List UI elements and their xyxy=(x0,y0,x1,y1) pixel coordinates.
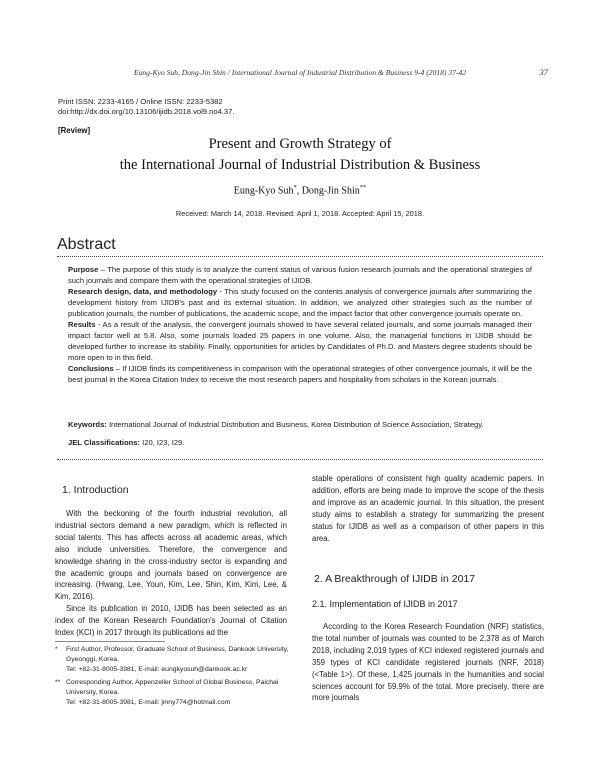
received-dates: Received: March 14, 2018. Revised: April 1, 2018. Accepted: April 15, 2018. xyxy=(175,209,425,218)
footnote-2-line-1: Corresponding Author, Appenzeller School of Global Business, Paichai University, Korea. xyxy=(66,679,279,696)
keywords-label: Keywords: xyxy=(68,420,107,429)
design-label: Research design, data, and methodology xyxy=(68,287,218,296)
footnote-2-mark: ** xyxy=(55,679,61,686)
running-head: Eung-Kyo Suh, Dong-Jin Shin / International Journal of Industrial Distribution & Business 9-4 (2018) 37-42 xyxy=(133,68,467,77)
author-1-mark: * xyxy=(293,184,297,191)
author-2: Dong-Jin Shin xyxy=(301,185,360,197)
abstract-purpose xyxy=(68,264,532,286)
authors xyxy=(0,184,600,196)
section-heading-breakthrough: 2. A Breakthrough of IJIDB in 2017 xyxy=(314,573,476,585)
article-type: [Review] xyxy=(58,126,91,135)
page-number: 37 xyxy=(539,67,548,77)
footnote-first-author xyxy=(55,645,295,675)
paragraph-continuation: stable operations of consistent high quality academic papers. In addition, efforts are being made to improve the scope of the thesis and improve as an academic journal. In this situation, the present study aims to establish a strategy for summarizing the present status for IJIDB as well as a comparison of other papers in this area. xyxy=(312,474,544,543)
jel-classifications xyxy=(68,437,532,448)
publication-meta xyxy=(58,97,234,117)
results-label: Results xyxy=(68,320,96,329)
subsection-heading-implementation: 2.1. Implementation of IJIDB in 2017 xyxy=(312,599,458,609)
author-1: Eung-Kyo Suh xyxy=(233,185,294,197)
design-text: - This study focused on the contents analysis of convergence journals after summarizing the development history from IJIDB's past and its external situation. In addition, we analyzed other strategies such as the number of publication journals, the number of publications, the academic scope, and the impact factor that other convergence journals operate on. xyxy=(68,287,533,318)
abstract-body xyxy=(68,264,532,385)
paragraph-intro-1: With the beckoning of the fourth industrial revolution, all industrial sectors demand a new paradigm, which is reflected in social talents. This has affects across all academic areas, which also include universities. Therefore, the convergence and knowledge sharing in the cross-industry sector is expanding and the academic groups and journals based on convergence are increasing. (Hwang, Lee, Youn, Kim, Lee, Shin, Kim, Kim, Lee, & Kim, 2016). xyxy=(55,509,287,602)
left-column-body xyxy=(55,508,287,639)
purpose-label: Purpose xyxy=(68,265,99,274)
abstract-top-rule xyxy=(57,256,543,257)
paragraph-intro-2: Since its publication in 2010, IJIDB has been selected as an index of the Korean Research Foundation's Journal of Citation Index (KCI) in 2017 through its publications ad the xyxy=(55,604,287,638)
title-line-1: Present and Growth Strategy of xyxy=(208,136,392,152)
footnote-corresponding-author xyxy=(55,678,295,708)
doi-line: doi:http://dx.doi.org/10.13106/ijidb.2018.vol9.no4.37. xyxy=(58,107,235,116)
title-line-2: the International Journal of Industrial Distribution & Business xyxy=(119,157,481,173)
purpose-text: – The purpose of this study is to analyze the current status of various fusion research journals and the operational strategies of such journals and compare them with the operational strategies of IJIDB. xyxy=(68,265,532,285)
jel-text: I20, I23, I29. xyxy=(140,438,185,447)
issn-line: Print ISSN: 2233-4165 / Online ISSN: 2233-5382 xyxy=(58,97,223,106)
results-text: - As a result of the analysis, the convergent journals showed to have several related journals, and some journals managed their impact factor well at 5.8. Also, some journals loaded 25 papers in one volume. Also, the managerial functions in IJIDB should be developed further to increase its stability. Finally, opportunities for articles by Candidates of Ph.D. and Masters degree students should be more open to in this field. xyxy=(68,320,532,362)
abstract-heading: Abstract xyxy=(57,236,116,253)
abstract-design xyxy=(68,286,532,319)
right-column-body xyxy=(312,621,544,704)
abstract-bottom-rule xyxy=(57,459,543,460)
footnote-2-line-2: Tel: +82-31-8005-3981, E-mail: jinny774@hotmail.com xyxy=(66,699,231,706)
footnote-1-line-1: First Author, Professor, Graduate School of Business, Dankook University, Gyeonggi, Korea. xyxy=(66,646,289,663)
paragraph-nrf-statistics: According to the Korea Research Foundation (NRF) statistics, the total number of journals was counted to be 2,378 as of March 2018, including 2,019 types of KCI indexed registered journals and 359 types of KCI candidate registered journals (NRF, 2018) (<Table 1>). Of these, 1,425 journals in the humanities and social sciences account for 59.9% of the total. More precisely, there are more journals xyxy=(312,622,544,703)
author-separator: , xyxy=(296,185,302,197)
jel-label: JEL Classifications: xyxy=(68,438,141,447)
abstract-results xyxy=(68,319,532,363)
author-2-mark: ** xyxy=(359,184,367,191)
abstract-conclusions xyxy=(68,363,532,385)
footnote-1-mark: * xyxy=(55,646,58,653)
keywords xyxy=(68,419,532,430)
paper-title xyxy=(0,134,600,176)
footnote-rule xyxy=(55,641,165,642)
conclusions-text: – If IJIDB finds its competitiveness in comparison with the operational strategies of other convergence journals, it will be the best journal in the Korea Citation Index to receive the most research papers and hospitality from scholars in the Korean journals. xyxy=(68,364,532,384)
conclusions-label: Conclusions xyxy=(68,364,114,373)
section-heading-introduction: 1. Introduction xyxy=(62,484,129,496)
keywords-text: International Journal of Industrial Distribution and Business, Korea Distribution of Science Association, Strategy. xyxy=(106,420,484,429)
footnote-1-line-2: Tel: +82-31-8005-3981, E-mail: eungkyosuh@dankook.ac.kr xyxy=(66,666,248,673)
right-column-continuation xyxy=(312,473,544,544)
